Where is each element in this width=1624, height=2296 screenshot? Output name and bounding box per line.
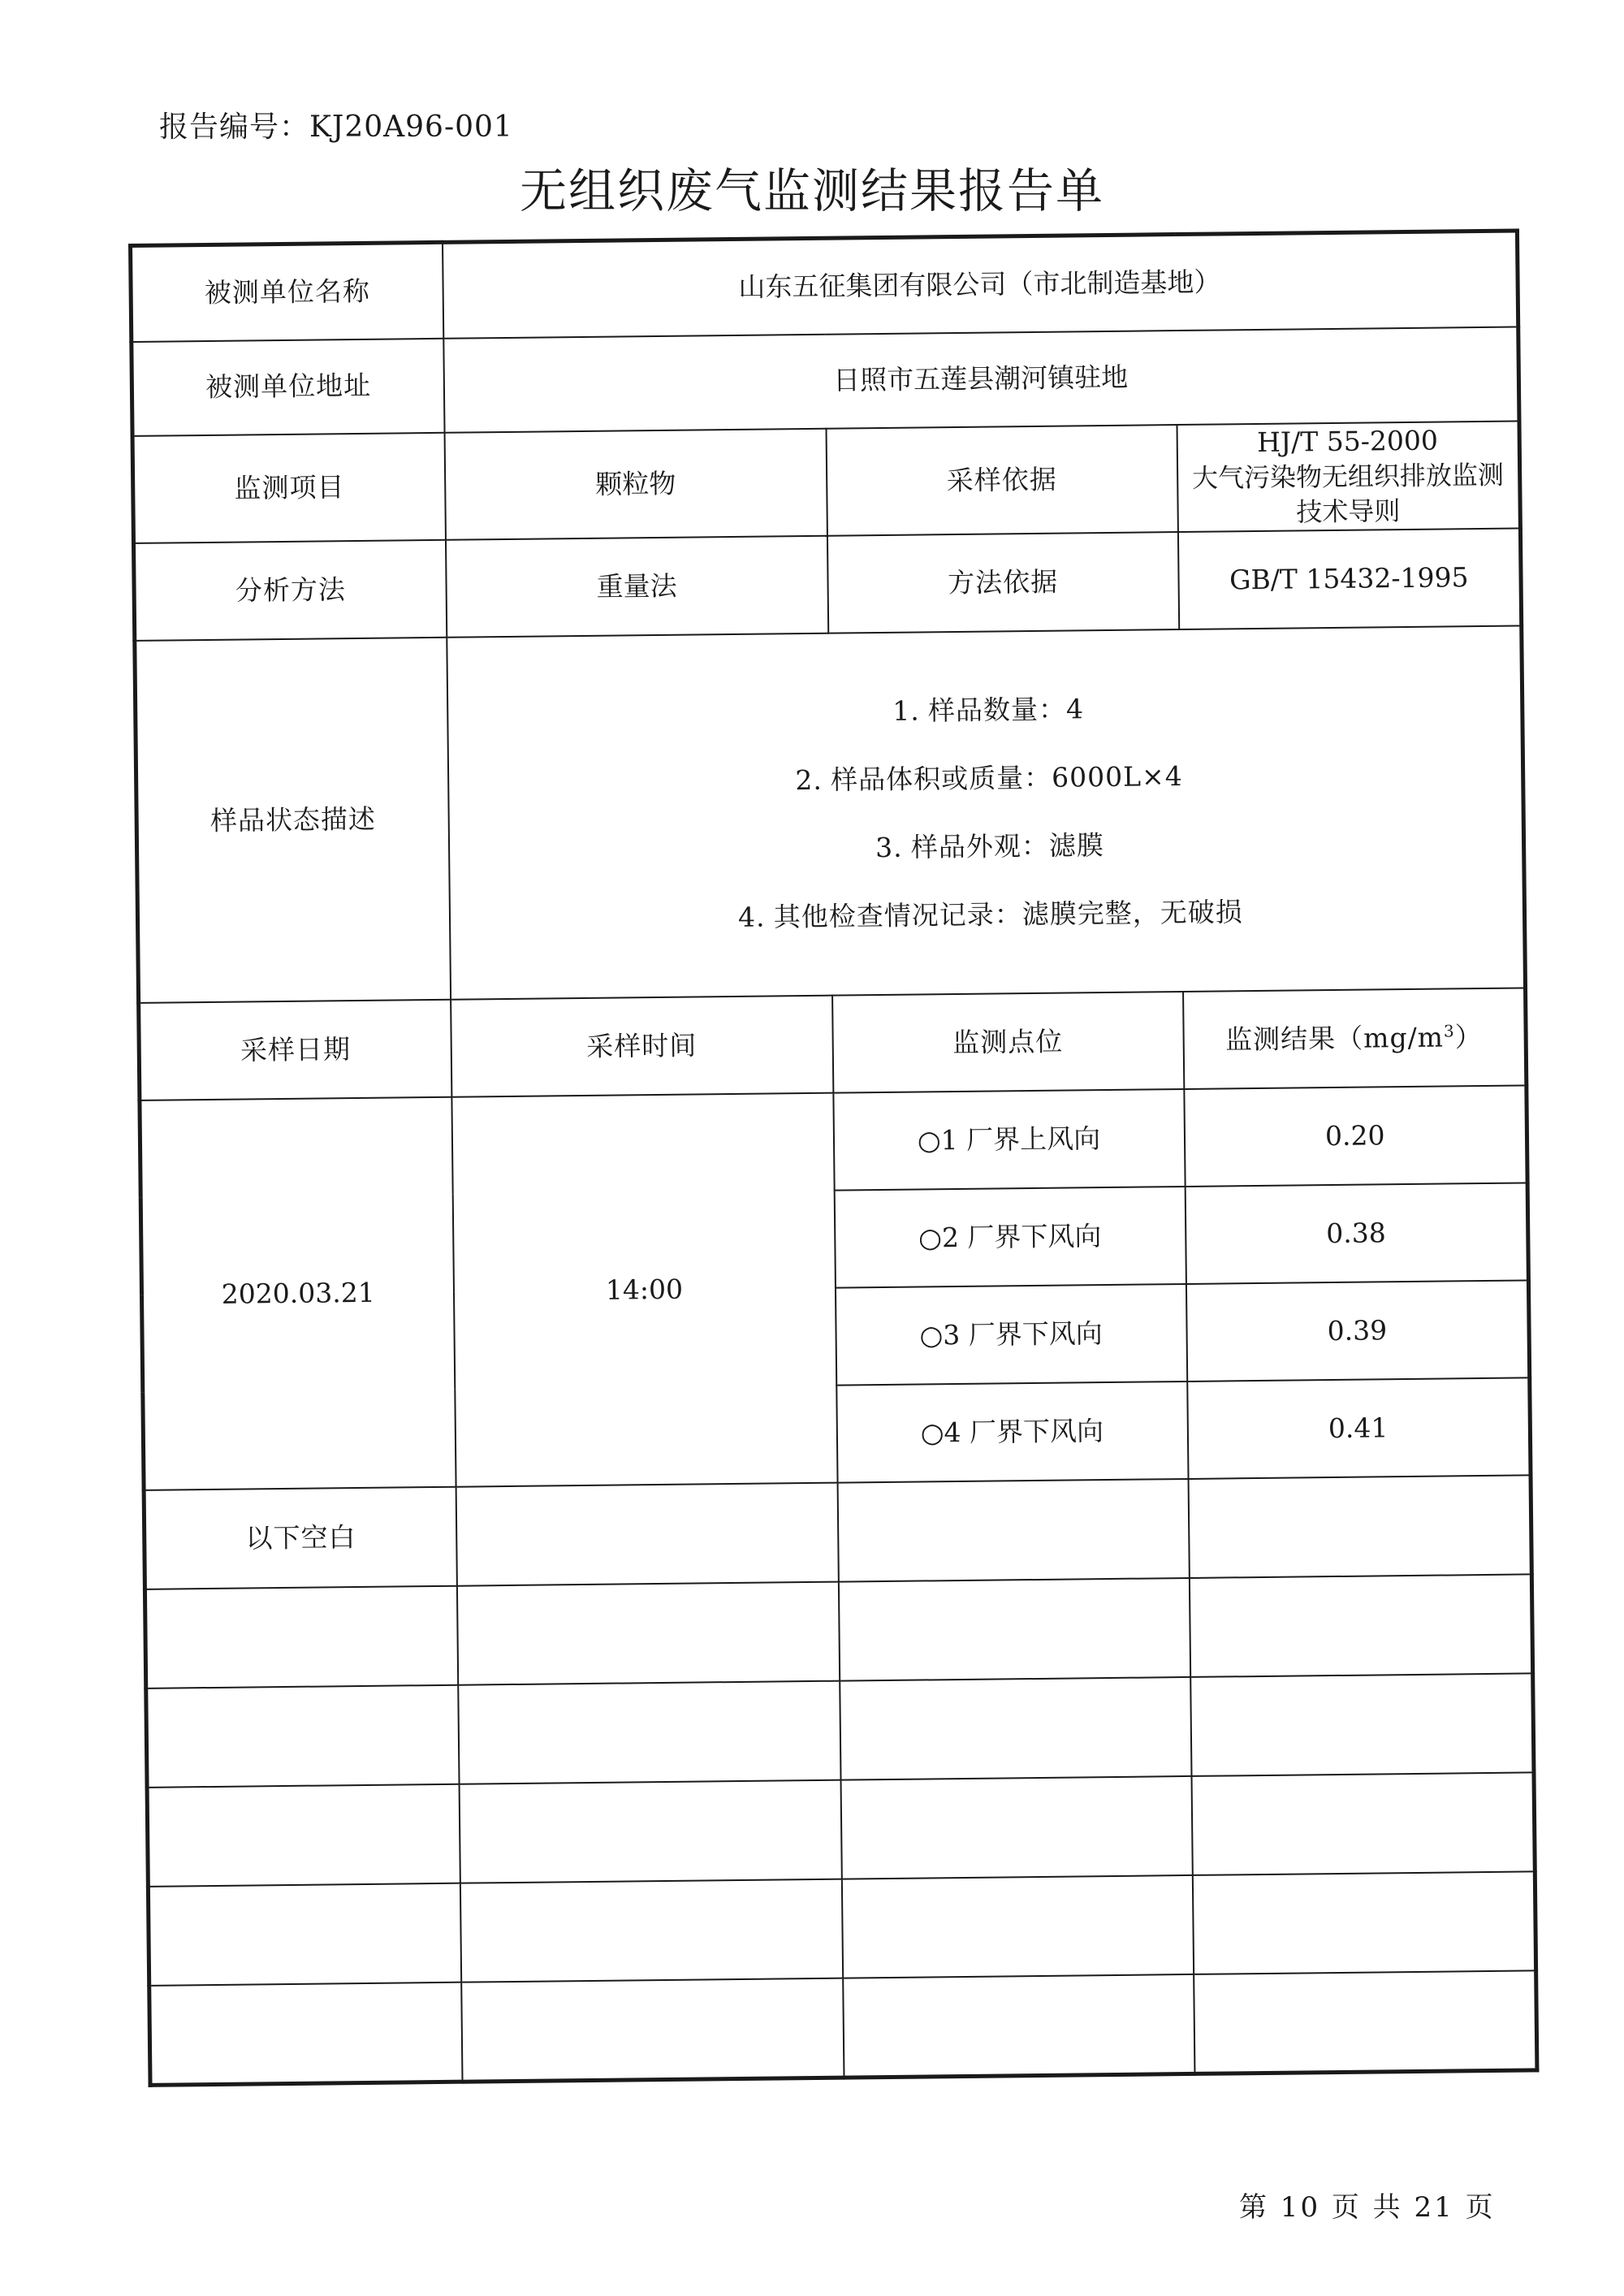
analysis-method-label: 分析方法	[133, 540, 446, 641]
empty-cell	[843, 1974, 1194, 2078]
empty-cell	[1192, 1872, 1535, 1975]
monitor-point: ○4 厂界下风向	[836, 1381, 1188, 1483]
row-analysis-method	[133, 529, 1521, 641]
method-basis-value: GB/T 15432-1995	[1177, 529, 1521, 630]
empty-cell	[840, 1776, 1192, 1879]
empty-cell	[146, 1685, 459, 1788]
empty-cell	[840, 1677, 1191, 1780]
empty-cell	[148, 1883, 460, 1986]
empty-cell	[147, 1784, 460, 1887]
empty-cell	[149, 1983, 462, 2085]
empty-cell	[837, 1479, 1189, 1582]
sampling-time-header: 采样时间	[451, 996, 833, 1097]
empty-cell	[145, 1586, 457, 1688]
empty-cell	[1191, 1773, 1535, 1876]
sample-status-label: 样品状态描述	[135, 638, 451, 1003]
sampling-time-value: 14:00	[451, 1093, 837, 1487]
table-row	[140, 1086, 1527, 1198]
unit-address-label: 被测单位地址	[132, 338, 444, 435]
blank-row	[147, 1773, 1535, 1887]
monitor-result: 0.41	[1187, 1378, 1531, 1480]
monitor-item-value: 颗粒物	[444, 428, 827, 540]
empty-cell	[458, 1681, 840, 1784]
sampling-basis-value	[1177, 421, 1520, 532]
empty-cell	[456, 1582, 839, 1685]
sampling-date-value: 2020.03.21	[140, 1097, 456, 1490]
sampling-basis-name: 大气污染物无组织排放监测技术导则	[1191, 459, 1505, 528]
method-basis-label: 方法依据	[827, 532, 1178, 633]
unit-name-value: 山东五征集团有限公司（市北制造基地）	[443, 231, 1518, 338]
monitor-result: 0.20	[1184, 1086, 1527, 1187]
sample-item: 4. 其他检查情况记录：滤膜完整，无破损	[737, 896, 1243, 934]
report-table	[128, 228, 1539, 2086]
monitor-point-header: 监测点位	[832, 992, 1184, 1093]
empty-cell	[1190, 1674, 1534, 1777]
sampling-date-header: 采样日期	[139, 1000, 451, 1100]
row-sample-status	[135, 626, 1526, 1003]
monitor-item-label: 监测项目	[132, 432, 445, 543]
unit-address-value: 日照市五莲县潮河镇驻地	[443, 326, 1519, 432]
blank-note: 以下空白	[144, 1487, 456, 1589]
monitor-point: ○3 厂界下风向	[835, 1284, 1186, 1386]
empty-cell	[456, 1483, 838, 1586]
results-header-row	[139, 988, 1527, 1100]
row-unit-address	[132, 326, 1519, 435]
monitor-result: 0.38	[1185, 1183, 1528, 1285]
sampling-basis-code: HJ/T 55-2000	[1256, 424, 1439, 458]
report-sheet	[128, 229, 1535, 2053]
page-number: 第 10 页 共 21 页	[1239, 2191, 1496, 2224]
empty-cell	[459, 1780, 841, 1883]
blank-row	[149, 1971, 1537, 2085]
row-unit-name	[131, 231, 1518, 341]
monitor-point: ○2 厂界下风向	[834, 1187, 1186, 1288]
empty-cell	[461, 1978, 844, 2082]
empty-cell	[838, 1578, 1190, 1681]
empty-cell	[1189, 1575, 1532, 1678]
monitor-result: 0.39	[1186, 1281, 1529, 1382]
empty-cell	[1194, 1971, 1537, 2074]
blank-row	[148, 1872, 1535, 1986]
empty-cell	[841, 1875, 1193, 1978]
empty-cell	[1188, 1476, 1531, 1579]
monitor-point: ○1 厂界上风向	[833, 1089, 1185, 1191]
sample-item: 3. 样品外观：滤膜	[875, 829, 1105, 864]
analysis-method-value: 重量法	[445, 536, 827, 638]
row-monitor-item	[132, 421, 1520, 543]
report-number: 报告编号：KJ20A96-001	[159, 110, 513, 144]
sample-item: 2. 样品体积或质量：6000L×4	[795, 760, 1183, 797]
sample-item: 1. 样品数量：4	[892, 693, 1085, 728]
document-title: 无组织废气监测结果报告单	[519, 163, 1104, 218]
unit-name-label: 被测单位名称	[131, 242, 443, 341]
sampling-basis-label: 采样依据	[826, 425, 1177, 537]
empty-cell	[460, 1879, 842, 1983]
monitor-result-header: 监测结果$(mg/m^3)$	[1183, 988, 1527, 1090]
blank-row	[144, 1476, 1531, 1589]
blank-row	[145, 1575, 1532, 1688]
sample-status-list	[447, 626, 1526, 1000]
blank-row	[146, 1674, 1534, 1788]
